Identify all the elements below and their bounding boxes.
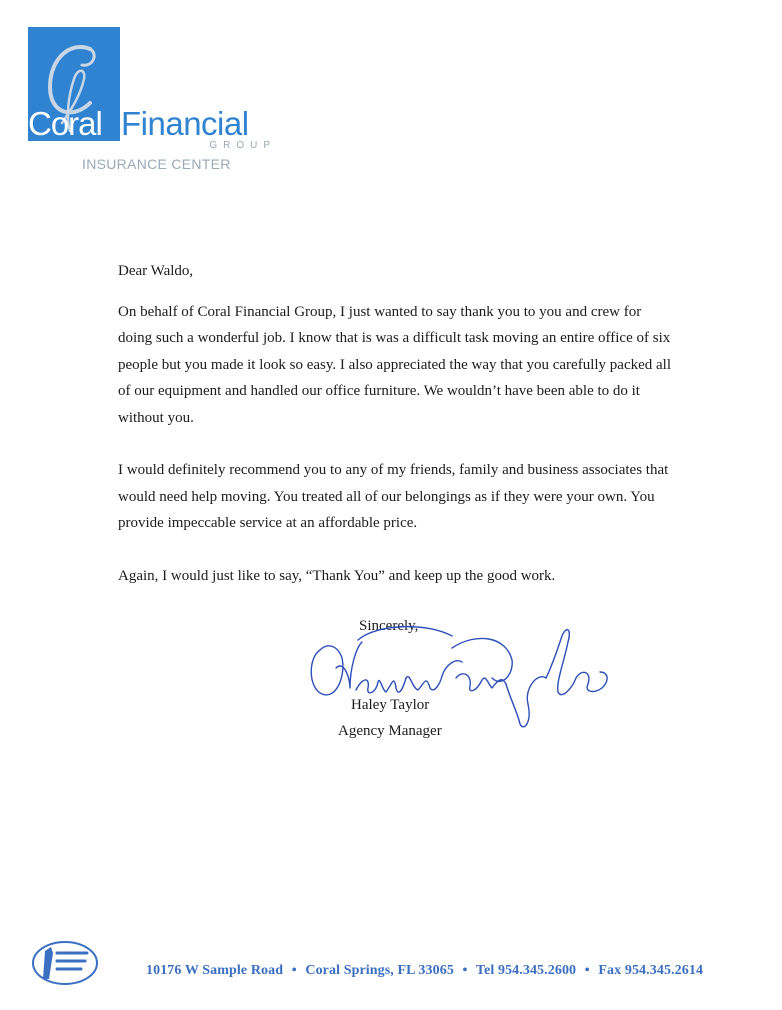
brand-name-financial: Financial <box>121 105 249 142</box>
brand-name-coral: Coral <box>28 105 102 142</box>
footer-separator: • <box>584 963 590 978</box>
footer-telephone: Tel 954.345.2600 <box>475 963 577 978</box>
closing-line: Sincerely, <box>359 618 419 634</box>
footer-contact-line <box>146 963 703 979</box>
footer-address: 10176 W Sample Road <box>146 963 284 978</box>
footer-separator: • <box>462 963 468 978</box>
signer-name: Haley Taylor <box>351 697 430 713</box>
handwritten-signature <box>306 618 618 736</box>
footer-separator: • <box>291 963 297 978</box>
brand-group-label: GROUP <box>209 140 276 151</box>
paragraph-recommendation: I would definitely recommend you to any of my friends, family and business associates that would need help moving. You treated all of our belongings as if they were your own. You provide impeccable service at an affordable price. <box>118 462 669 531</box>
salutation: Dear Waldo, <box>118 263 194 279</box>
insurance-center-label: INSURANCE CENTER <box>82 156 231 172</box>
independent-insurance-agent-icon <box>31 939 99 987</box>
letter-body <box>118 258 678 615</box>
paragraph-thanks: On behalf of Coral Financial Group, I just wanted to say thank you to you and crew for doing such a wonderful job. I know that is was a difficult task moving an entire office of six people but you made it look so easy. I also appreciated the way that you carefully packed all of our equipment and handled our office furniture. We wouldn’t have been able to do it without you. <box>118 303 672 426</box>
signer-title: Agency Manager <box>338 723 442 739</box>
paragraph-closing-remark: Again, I would just like to say, “Thank You” and keep up the good work. <box>118 567 556 584</box>
footer-fax: Fax 954.345.2614 <box>598 963 704 978</box>
footer-city: Coral Springs, FL 33065 <box>305 963 454 978</box>
